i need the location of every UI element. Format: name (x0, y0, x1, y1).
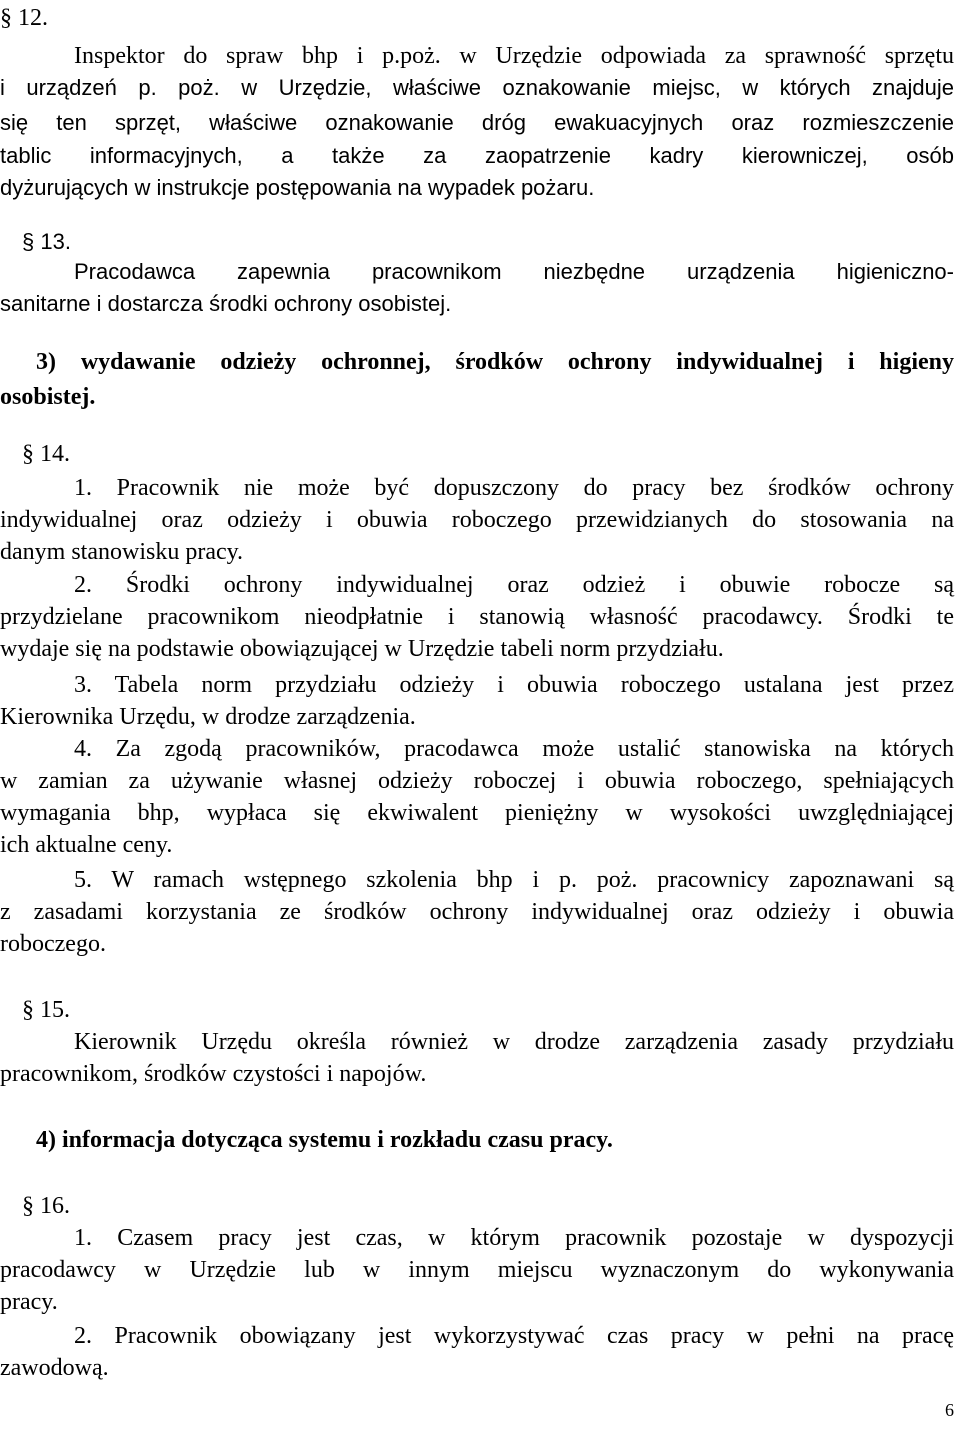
paragraph-line: danym stanowisku pracy. (0, 539, 244, 565)
paragraph-line: 3. Tabela norm przydziału odzieży i obuwia roboczego ustalana jest przez (74, 672, 954, 698)
paragraph-line: tablic informacyjnych, a także za zaopatrzenie kadry kierowniczej, osób (0, 143, 954, 168)
paragraph-line: i urządzeń p. poż. w Urzędzie, właściwe oznakowanie miejsc, w których znajduje (0, 75, 954, 100)
paragraph-line: roboczego. (0, 931, 106, 957)
paragraph-line: się ten sprzęt, właściwe oznakowanie dróg ewakuacyjnych oraz rozmieszczenie (0, 110, 954, 135)
section-heading-16: § 16. (22, 1193, 70, 1219)
paragraph-line: Kierownik Urzędu określa również w drodze zarządzenia zasady przydziału (74, 1029, 954, 1055)
paragraph-line: ich aktualne ceny. (0, 832, 173, 858)
paragraph-line: Inspektor do spraw bhp i p.poż. w Urzędzie odpowiada za sprawność sprzętu (74, 43, 954, 69)
paragraph-line: wydaje się na podstawie obowiązującej w Urzędzie tabeli norm przydziału. (0, 636, 724, 662)
paragraph-line: przydzielane pracownikom nieodpłatnie i stanowią własność pracodawcy. Środki te (0, 604, 954, 630)
paragraph-line: pracodawcy w Urzędzie lub w innym miejscu wyznaczonym do wykonywania (0, 1257, 954, 1283)
topic-heading-3: 3) wydawanie odzieży ochronnej, środków ochrony indywidualnej i higieny (36, 349, 954, 375)
paragraph-line: 5. W ramach wstępnego szkolenia bhp i p. poż. pracownicy zapoznawani są (74, 867, 954, 893)
paragraph-line: pracy. (0, 1289, 58, 1315)
paragraph-line: indywidualnej oraz odzieży i obuwia roboczego przewidzianych do stosowania na (0, 507, 954, 533)
section-heading-12: § 12. (0, 5, 48, 31)
paragraph-line: zawodową. (0, 1355, 109, 1381)
paragraph-line: z zasadami korzystania ze środków ochrony indywidualnej oraz odzieży i obuwia (0, 899, 954, 925)
paragraph-line: 4. Za zgodą pracowników, pracodawca może ustalić stanowiska na których (74, 736, 954, 762)
paragraph-line: Pracodawca zapewnia pracownikom niezbędne urządzenia higieniczno- (74, 259, 954, 284)
paragraph-line: 2. Pracownik obowiązany jest wykorzystywać czas pracy w pełni na pracę (74, 1323, 954, 1349)
paragraph-line: sanitarne i dostarcza środki ochrony osobistej. (0, 291, 452, 316)
paragraph-line: 1. Pracownik nie może być dopuszczony do pracy bez środków ochrony (74, 475, 954, 501)
paragraph-line: dyżurujących w instrukcje postępowania na wypadek pożaru. (0, 175, 595, 200)
page-number: 6 (945, 1400, 954, 1420)
paragraph-line: w zamian za używanie własnej odzieży roboczej i obuwia roboczego, spełniających (0, 768, 954, 794)
section-heading-15: § 15. (22, 997, 70, 1023)
topic-heading-3-cont: osobistej. (0, 384, 96, 410)
topic-heading-4: 4) informacja dotycząca systemu i rozkładu czasu pracy. (36, 1127, 613, 1153)
paragraph-line: 1. Czasem pracy jest czas, w którym pracownik pozostaje w dyspozycji (74, 1225, 954, 1251)
paragraph-line: 2. Środki ochrony indywidualnej oraz odzież i obuwie robocze są (74, 572, 954, 598)
paragraph-line: pracownikom, środków czystości i napojów. (0, 1061, 427, 1087)
paragraph-line: Kierownika Urzędu, w drodze zarządzenia. (0, 704, 416, 730)
section-heading-14: § 14. (22, 441, 70, 467)
paragraph-line: wymagania bhp, wypłaca się ekwiwalent pieniężny w wysokości uwzględniającej (0, 800, 954, 826)
section-heading-13: § 13. (22, 229, 71, 254)
